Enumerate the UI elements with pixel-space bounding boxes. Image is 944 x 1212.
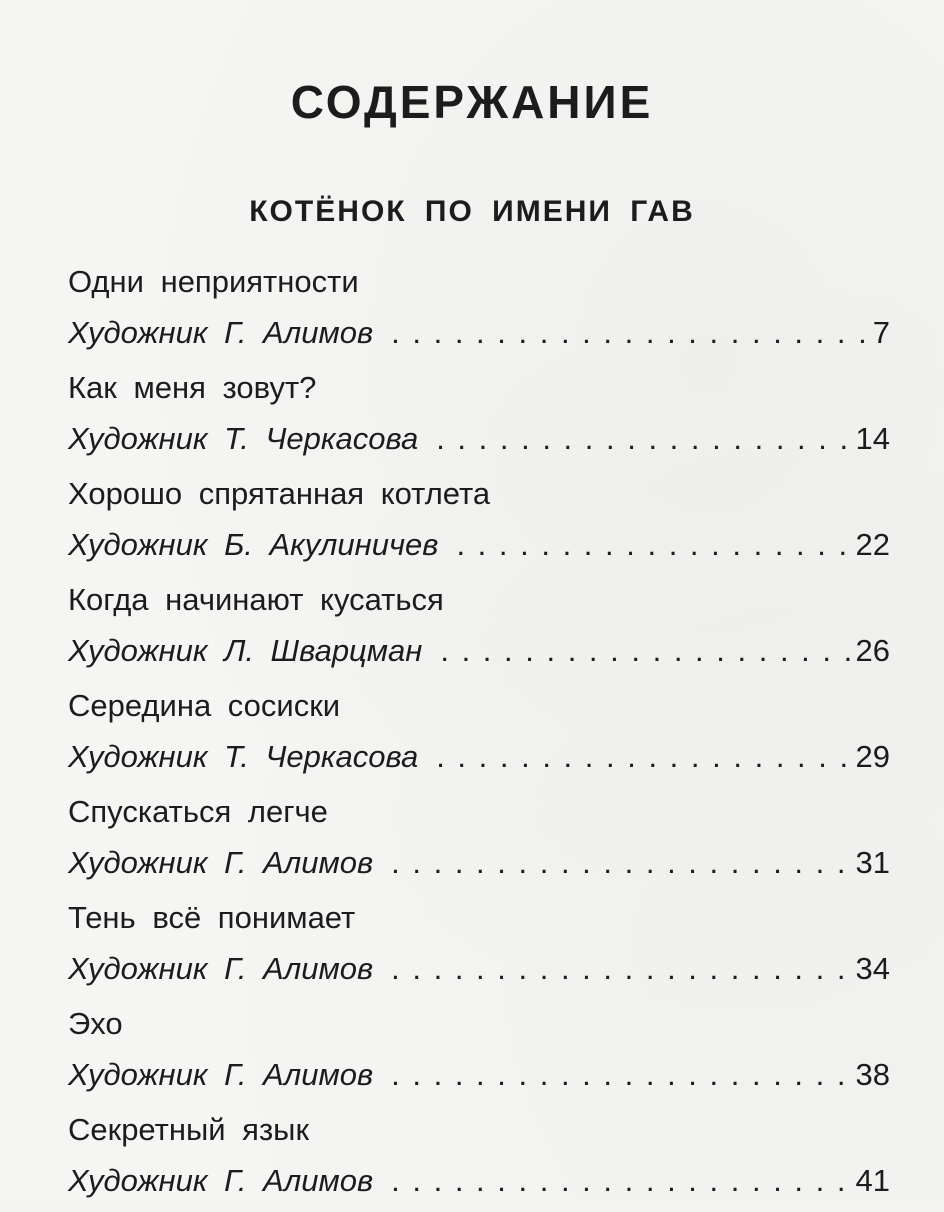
toc-entry: [68, 258, 890, 364]
artist-credit: Художник Л. Шварцман: [68, 633, 423, 668]
story-title: Когда начинают кусаться: [68, 582, 444, 617]
artist-line: [68, 627, 890, 675]
dot-leader: [391, 309, 869, 357]
page-number: 38: [855, 1057, 890, 1092]
toc-entry: [68, 1000, 890, 1106]
artist-line: [68, 1051, 890, 1099]
toc-entry: [68, 576, 890, 682]
toc-entry: [68, 682, 890, 788]
page-number: 7: [872, 315, 890, 350]
story-title: Одни неприятности: [68, 264, 359, 299]
artist-line: [68, 415, 890, 463]
story-title: Как меня зовут?: [68, 370, 317, 405]
dot-leader: [440, 627, 851, 675]
toc-entry: [68, 470, 890, 576]
page-number: 41: [855, 1163, 890, 1198]
toc-entry: [68, 1106, 890, 1212]
dot-leader: [436, 415, 851, 463]
artist-line: [68, 733, 890, 781]
page-number: 14: [855, 421, 890, 456]
artist-credit: Художник Б. Акулиничев: [68, 527, 439, 562]
story-title: Тень всё понимает: [68, 900, 356, 935]
page-number: 22: [855, 527, 890, 562]
story-title: Секретный язык: [68, 1112, 310, 1147]
artist-credit: Художник Г. Алимов: [68, 845, 374, 880]
dot-leader: [436, 733, 851, 781]
page-number: 29: [855, 739, 890, 774]
page-number: 31: [855, 845, 890, 880]
page-title: СОДЕРЖАНИЕ: [290, 76, 654, 128]
toc-entry: [68, 364, 890, 470]
page-number: 34: [855, 951, 890, 986]
dot-leader: [391, 1051, 851, 1099]
artist-credit: Художник Г. Алимов: [68, 1057, 374, 1092]
dot-leader: [391, 945, 851, 993]
artist-credit: Художник Г. Алимов: [68, 1163, 374, 1198]
artist-line: [68, 945, 890, 993]
artist-credit: Художник Т. Черкасова: [68, 739, 419, 774]
artist-line: [68, 839, 890, 887]
toc-entry: [68, 788, 890, 894]
artist-credit: Художник Г. Алимов: [68, 315, 374, 350]
dot-leader: [456, 521, 851, 569]
artist-line: [68, 521, 890, 569]
artist-line: [68, 1157, 890, 1205]
section-title: КОТЁНОК ПО ИМЕНИ ГАВ: [249, 195, 695, 228]
story-title: Середина сосиски: [68, 688, 341, 723]
artist-credit: Художник Т. Черкасова: [68, 421, 419, 456]
table-of-contents: [68, 258, 890, 1212]
artist-credit: Художник Г. Алимов: [68, 951, 374, 986]
story-title: Спускаться легче: [68, 794, 328, 829]
toc-entry: [68, 894, 890, 1000]
page-number: 26: [855, 633, 890, 668]
dot-leader: [391, 1157, 851, 1205]
story-title: Эхо: [68, 1006, 123, 1041]
dot-leader: [391, 839, 851, 887]
story-title: Хорошо спрятанная котлета: [68, 476, 491, 511]
artist-line: [68, 309, 890, 357]
